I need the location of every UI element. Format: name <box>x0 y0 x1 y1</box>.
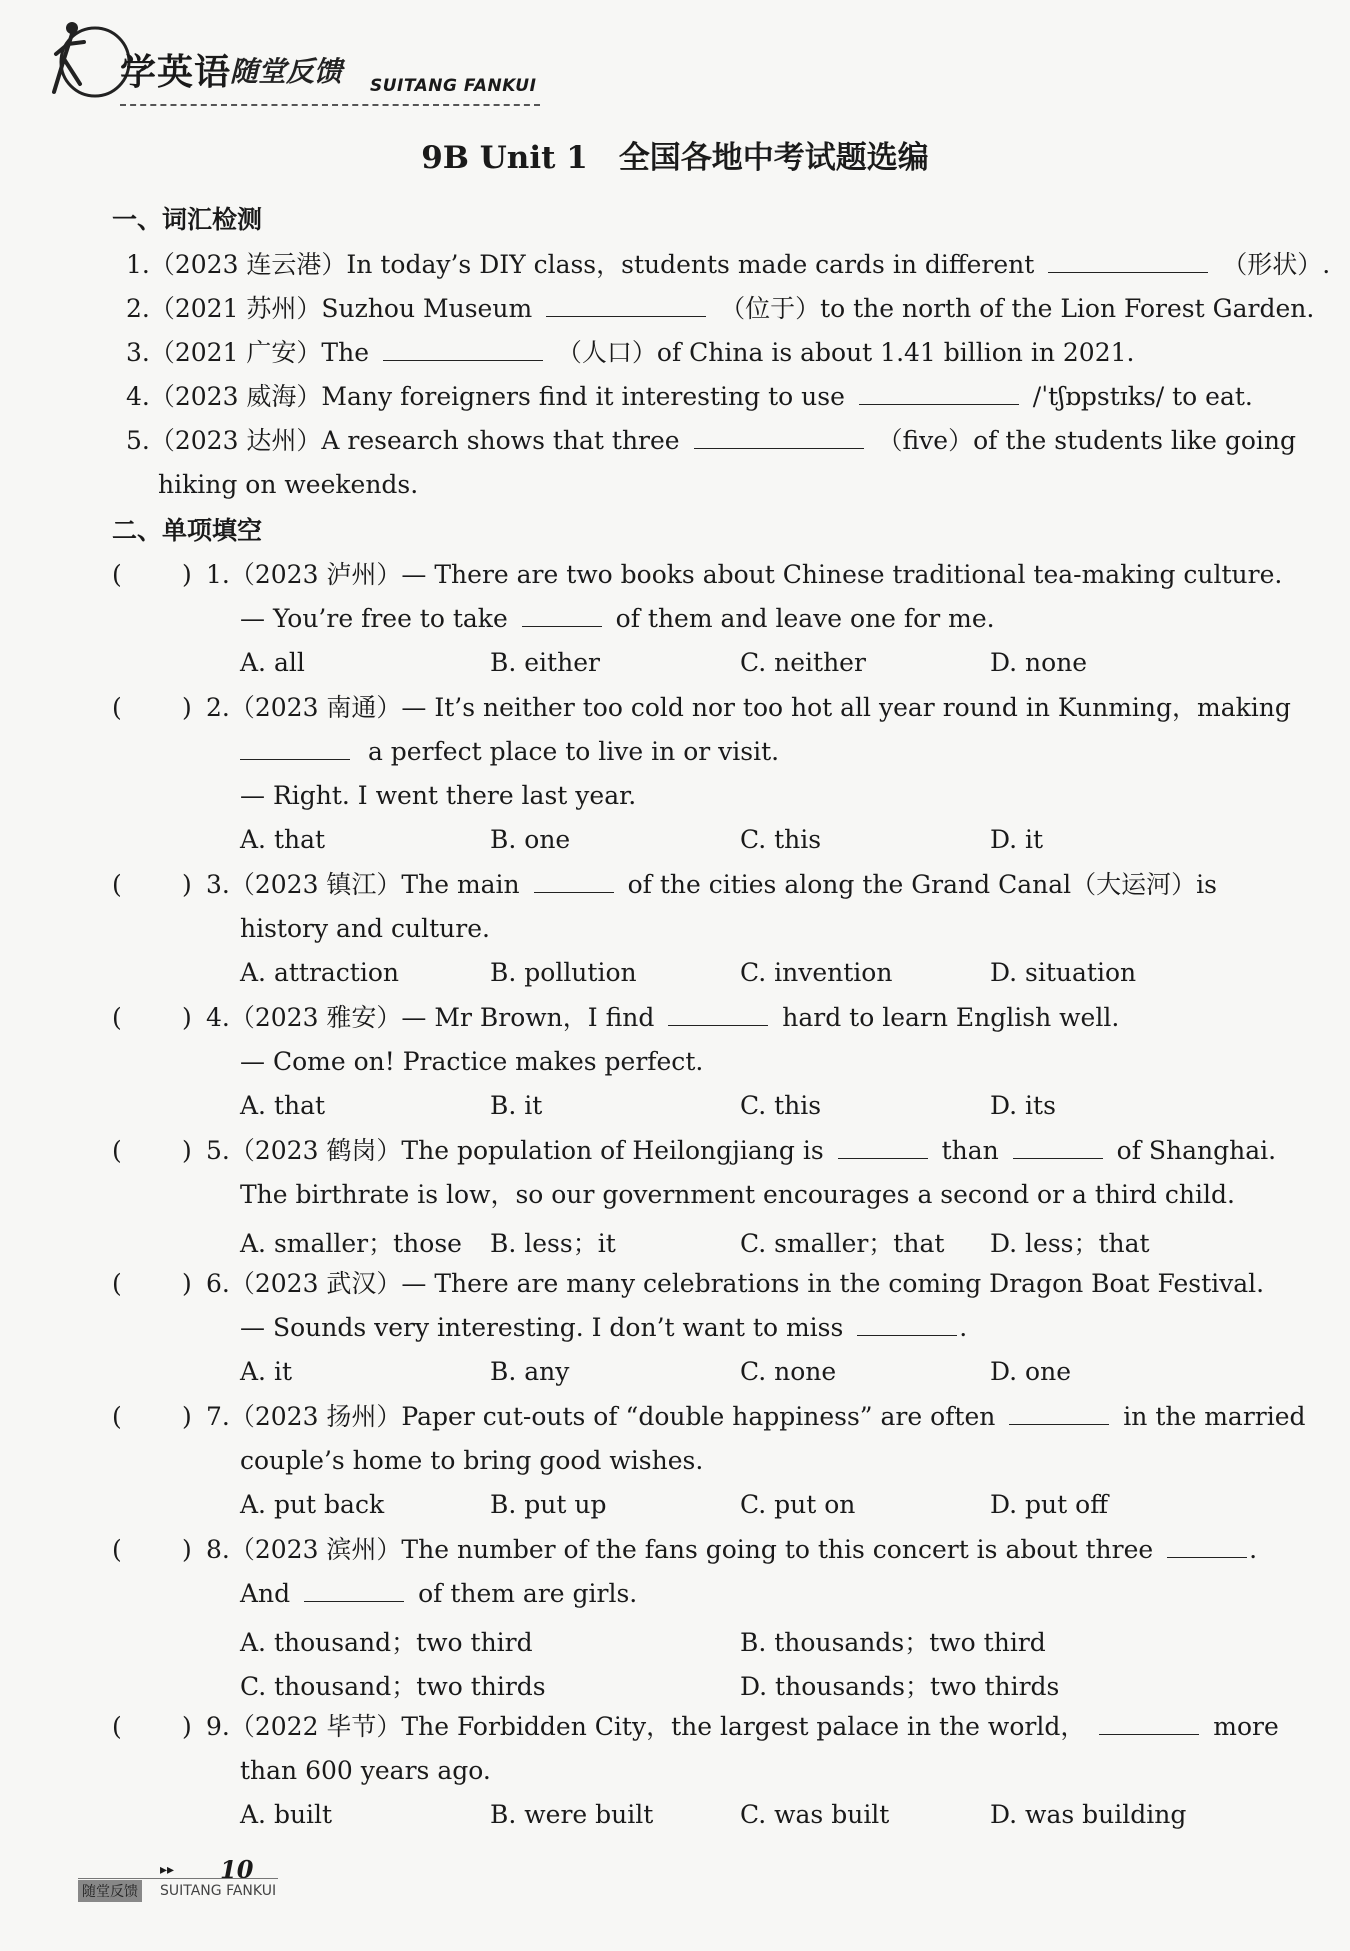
option-b[interactable]: B. thousands；two third <box>740 1628 1046 1657</box>
option-d[interactable]: D. was building <box>990 1800 1187 1829</box>
vocab-item-hint: （位于）to the north of the Lion Forest Garden. <box>720 294 1315 323</box>
option-a[interactable]: A. thousand；two third <box>240 1628 533 1657</box>
logo-sub-text: 随堂反馈 <box>230 55 343 88</box>
answer-blank[interactable] <box>1013 1136 1103 1159</box>
question-text: （2023 南通）— It’s neither too cold nor too hot all year round in Kunming，making <box>229 693 1291 722</box>
answer-paren-open: ( <box>112 560 122 589</box>
option-a[interactable]: A. it <box>240 1357 292 1386</box>
question-text: of them are girls. <box>418 1579 638 1608</box>
question-number: 5. <box>206 1136 230 1165</box>
question-1-line-1 <box>206 560 1282 590</box>
question-text: in the married <box>1123 1402 1306 1431</box>
option-a[interactable]: A. attraction <box>240 958 399 987</box>
answer-blank[interactable] <box>522 604 602 627</box>
question-text: of Shanghai. <box>1116 1136 1277 1165</box>
option-b[interactable]: B. it <box>490 1091 543 1120</box>
answer-paren-open: ( <box>112 1535 122 1564</box>
answer-blank[interactable] <box>838 1136 928 1159</box>
answer-paren-open: ( <box>112 1136 122 1165</box>
question-text: （2023 武汉）— There are many celebrations in the coming Dragon Boat Festival. <box>229 1269 1265 1298</box>
option-a[interactable]: A. all <box>240 648 305 677</box>
question-7-line-2: couple’s home to bring good wishes. <box>240 1446 704 1475</box>
question-number: 6. <box>206 1269 230 1298</box>
question-text: . <box>1249 1535 1258 1564</box>
answer-blank[interactable] <box>534 870 614 893</box>
question-text: . <box>959 1313 968 1342</box>
question-1-line-2 <box>240 604 995 634</box>
question-9-line-2: than 600 years ago. <box>240 1756 491 1785</box>
option-c[interactable]: C. none <box>740 1357 837 1386</box>
option-a[interactable]: A. that <box>240 1091 326 1120</box>
option-b[interactable]: B. either <box>490 648 600 677</box>
option-d[interactable]: D. it <box>990 825 1044 854</box>
vocab-item-hint: （人口）of China is about 1.41 billion in 2021. <box>556 338 1135 367</box>
question-text: — You’re free to take <box>240 604 508 633</box>
question-2-line-3: — Right. I went there last year. <box>240 781 637 810</box>
answer-blank[interactable] <box>857 1313 957 1336</box>
question-5-line-2: The birthrate is low，so our government encourages a second or a third child. <box>240 1180 1235 1209</box>
option-a[interactable]: A. built <box>240 1800 333 1829</box>
section-heading-multiple-choice: 二、单项填空 <box>112 516 263 545</box>
question-5-line-1 <box>206 1136 1276 1166</box>
question-number: 3. <box>206 870 230 899</box>
logo-english-text: SUITANG FANKUI <box>370 76 537 96</box>
answer-paren-open: ( <box>112 693 122 722</box>
option-d[interactable]: D. one <box>990 1357 1071 1386</box>
section-heading-vocabulary: 一、词汇检测 <box>112 205 263 234</box>
question-number: 4. <box>206 1003 230 1032</box>
vocab-item-hint: （five）of the students like going <box>877 426 1296 455</box>
footer-badge: 随堂反馈 <box>78 1880 142 1902</box>
option-c[interactable]: C. smaller；that <box>740 1229 945 1258</box>
option-a[interactable]: A. smaller；those <box>240 1229 462 1258</box>
option-b[interactable]: B. were built <box>490 1800 654 1829</box>
page-number: 10 <box>220 1855 254 1884</box>
question-text: hard to learn English well. <box>782 1003 1120 1032</box>
option-c[interactable]: C. thousand；two thirds <box>240 1672 546 1701</box>
question-text: （2023 雅安）— Mr Brown，I find <box>229 1003 655 1032</box>
answer-paren-open: ( <box>112 1712 122 1741</box>
answer-blank[interactable] <box>1048 250 1208 273</box>
question-number: 7. <box>206 1402 230 1431</box>
answer-blank[interactable] <box>859 382 1019 405</box>
option-b[interactable]: B. less；it <box>490 1229 616 1258</box>
vocab-item-3 <box>126 338 1134 368</box>
question-number: 9. <box>206 1712 230 1741</box>
question-text: a perfect place to live in or visit. <box>367 737 780 766</box>
page-title: 9B Unit 1 全国各地中考试题选编 <box>421 140 929 176</box>
vocab-item-text: 3.（2021 广安）The <box>126 338 369 367</box>
answer-blank[interactable] <box>668 1003 768 1026</box>
question-2-line-1 <box>206 693 1291 723</box>
vocab-item-text: 5.（2023 达州）A research shows that three <box>126 426 680 455</box>
option-c[interactable]: C. neither <box>740 648 866 677</box>
question-6-line-2 <box>240 1313 967 1343</box>
option-d[interactable]: D. put off <box>990 1490 1108 1519</box>
question-8-line-2 <box>240 1579 637 1609</box>
header-logo <box>50 14 550 104</box>
option-d[interactable]: D. less；that <box>990 1229 1150 1258</box>
answer-paren-close: ) <box>182 870 192 899</box>
vocab-item-4 <box>126 382 1253 412</box>
question-3-line-1 <box>206 870 1217 900</box>
answer-blank[interactable] <box>1009 1402 1109 1425</box>
answer-blank[interactable] <box>546 294 706 317</box>
answer-paren-close: ) <box>182 1535 192 1564</box>
question-text: （2023 鹤岗）The population of Heilongjiang is <box>229 1136 824 1165</box>
question-4-line-1 <box>206 1003 1119 1033</box>
option-c[interactable]: C. was built <box>740 1800 890 1829</box>
question-3-line-2: history and culture. <box>240 914 490 943</box>
question-text: （2023 镇江）The main <box>229 870 520 899</box>
question-text: （2022 毕节）The Forbidden City，the largest palace in the world， <box>229 1712 1086 1741</box>
answer-blank[interactable] <box>1167 1535 1247 1558</box>
vocab-item-text: 1.（2023 连云港）In today’s DIY class，students made cards in different <box>126 250 1035 279</box>
vocab-item-text: 2.（2021 苏州）Suzhou Museum <box>126 294 533 323</box>
answer-paren-open: ( <box>112 870 122 899</box>
question-8-line-1 <box>206 1535 1257 1565</box>
option-d[interactable]: D. none <box>990 648 1088 677</box>
question-text: （2023 泸州）— There are two books about Chinese traditional tea-making culture. <box>229 560 1283 589</box>
logo-main-text: 学英语 <box>120 52 232 93</box>
answer-blank[interactable] <box>694 426 864 449</box>
question-text: — Sounds very interesting. I don’t want to miss <box>240 1313 844 1342</box>
option-b[interactable]: B. put up <box>490 1490 607 1519</box>
option-c[interactable]: C. put on <box>740 1490 856 1519</box>
question-text: of the cities along the Grand Canal（大运河）is <box>627 870 1217 899</box>
question-text: And <box>240 1579 291 1608</box>
option-d[interactable]: D. thousands；two thirds <box>740 1672 1060 1701</box>
vocab-item-hint: /ˈtʃɒpstɪks/ to eat. <box>1032 382 1253 411</box>
option-d[interactable]: D. situation <box>990 958 1137 987</box>
option-c[interactable]: C. this <box>740 1091 822 1120</box>
question-text: more <box>1213 1712 1279 1741</box>
header-divider <box>120 104 540 106</box>
question-number: 8. <box>206 1535 230 1564</box>
option-d[interactable]: D. its <box>990 1091 1056 1120</box>
answer-paren-close: ) <box>182 693 192 722</box>
footer-arrows-icon: ▸▸ <box>160 1862 175 1878</box>
option-b[interactable]: B. one <box>490 825 571 854</box>
vocab-item-hint: （形状）. <box>1222 250 1331 279</box>
answer-paren-open: ( <box>112 1402 122 1431</box>
vocab-item-text: 4.（2023 威海）Many foreigners find it interesting to use <box>126 382 845 411</box>
vocab-item-5 <box>126 426 1296 456</box>
answer-blank[interactable] <box>383 338 543 361</box>
question-number: 2. <box>206 693 230 722</box>
question-text: （2023 扬州）Paper cut-outs of “double happiness” are often <box>229 1402 996 1431</box>
footer-english-text: SUITANG FANKUI <box>160 1883 277 1899</box>
option-a[interactable]: A. that <box>240 825 326 854</box>
answer-paren-close: ) <box>182 1003 192 1032</box>
question-text: of them and leave one for me. <box>615 604 995 633</box>
vocab-item-1 <box>126 250 1330 280</box>
footer-divider <box>78 1878 278 1879</box>
option-c[interactable]: C. invention <box>740 958 893 987</box>
answer-paren-close: ) <box>182 1136 192 1165</box>
question-9-line-1 <box>206 1712 1279 1742</box>
option-b[interactable]: B. any <box>490 1357 570 1386</box>
question-2-line-2 <box>240 737 779 767</box>
question-text: than <box>941 1136 999 1165</box>
answer-paren-close: ) <box>182 1269 192 1298</box>
question-7-line-1 <box>206 1402 1306 1432</box>
question-4-line-2: — Come on! Practice makes perfect. <box>240 1047 704 1076</box>
answer-blank[interactable] <box>240 737 350 760</box>
vocab-item-5-continued: hiking on weekends. <box>158 470 419 499</box>
vocab-item-2 <box>126 294 1314 324</box>
answer-paren-close: ) <box>182 1712 192 1741</box>
answer-blank[interactable] <box>1099 1712 1199 1735</box>
answer-paren-close: ) <box>182 1402 192 1431</box>
answer-blank[interactable] <box>304 1579 404 1602</box>
answer-paren-close: ) <box>182 560 192 589</box>
question-number: 1. <box>206 560 230 589</box>
option-a[interactable]: A. put back <box>240 1490 385 1519</box>
question-text: （2023 滨州）The number of the fans going to this concert is about three <box>229 1535 1154 1564</box>
option-c[interactable]: C. this <box>740 825 822 854</box>
question-6-line-1 <box>206 1269 1264 1299</box>
option-b[interactable]: B. pollution <box>490 958 637 987</box>
answer-paren-open: ( <box>112 1269 122 1298</box>
answer-paren-open: ( <box>112 1003 122 1032</box>
